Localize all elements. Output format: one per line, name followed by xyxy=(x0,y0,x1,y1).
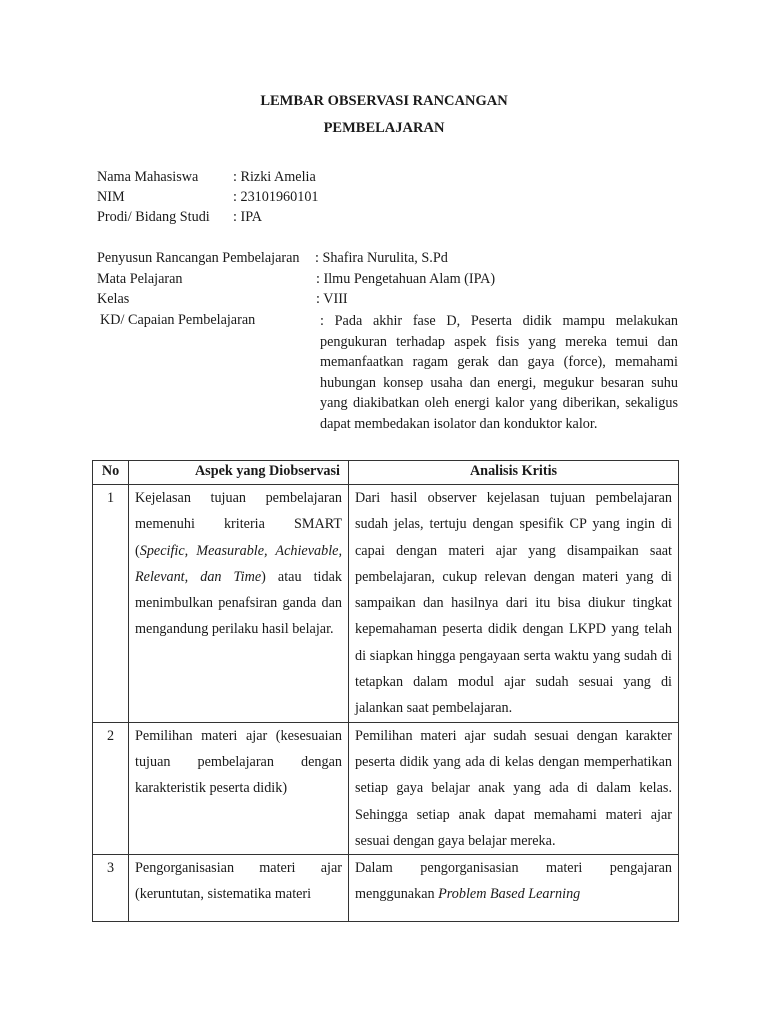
penyusun-value: : Shafira Nurulita, S.Pd xyxy=(315,250,448,266)
nim-value: : 23101960101 xyxy=(233,189,319,205)
table-row xyxy=(93,485,679,723)
kd-label: KD/ Capaian Pembelajaran xyxy=(100,312,256,328)
mapel-value: : Ilmu Pengetahuan Alam (IPA) xyxy=(316,271,496,287)
analisis-cell: Pemilihan materi ajar sudah sesuai dengan karakter peserta didik yang ada di kelas dengan memperhatikan setiap gaya belajar anak yang ada di dalam kelas. Sehingga setiap anak dapat memahami materi ajar sesuai dengan gaya belajar mereka. xyxy=(349,722,679,854)
observation-table xyxy=(92,460,679,922)
aspek-cell: Pemilihan materi ajar (kesesuaian tujuan pembelajaran dengan karakteristik peserta didik) xyxy=(129,722,349,854)
table-row xyxy=(93,855,679,922)
header-aspek: Aspek yang Diobservasi xyxy=(129,461,349,485)
analisis-cell: Dari hasil observer kejelasan tujuan pembelajaran sudah jelas, tertuju dengan spesifik CP yang ingin di capai dengan materi ajar yang disampaikan saat pembelajaran, cukup relevan dengan materi yang di sampaikan dan hasilnya dari itu bisa diukur tingkat kepemahaman peserta didik dengan LKPD yang telah di siapkan hingga pengayaan serta waktu yang sudah di tetapkan dalam modul ajar sudah sesuai yang di jalankan saat pembelajaran. xyxy=(349,485,679,723)
kelas-value: : VIII xyxy=(316,291,348,307)
aspek-text-end: ) atau tidak menimbulkan penafsiran ganda dan mengandung perilaku hasil belajar. xyxy=(135,568,342,638)
table-row xyxy=(93,722,679,854)
aspek-cell xyxy=(129,855,349,922)
table-header-row xyxy=(93,461,679,485)
penyusun-label: Penyusun Rancangan Pembelajaran xyxy=(97,250,300,266)
nama-value: : Rizki Amelia xyxy=(233,169,316,185)
nim-label: NIM xyxy=(97,189,125,205)
mapel-label: Mata Pelajaran xyxy=(97,271,183,287)
row-number: 2 xyxy=(93,722,129,854)
document-title-line1: LEMBAR OBSERVASI RANCANGAN xyxy=(260,93,508,109)
aspek-text: Kejelasan tujuan pembelajaran memenuhi kriteria SMART ( xyxy=(135,490,342,559)
prodi-value: : IPA xyxy=(233,209,263,225)
nama-label: Nama Mahasiswa xyxy=(97,169,199,185)
document-title-line2: PEMBELAJARAN xyxy=(323,120,445,136)
row-number: 3 xyxy=(93,855,129,922)
kd-value: : Pada akhir fase D, Peserta didik mampu melakukan pengukuran terhadap aspek fisis yang mereka temui dan memanfaatkan ragam gerak dan gaya (force), memahami hubungan konsep usaha dan energi, megukur besaran suhu yang diakibatkan oleh energi kalor yang diberikan, sekaligus dapat membedakan isolator dan konduktor kalor. xyxy=(320,313,678,432)
analisis-text-start: Dalam pengorganisasian materi pengajaran menggunakan xyxy=(355,860,672,903)
header-analisis: Analisis Kritis xyxy=(349,461,679,485)
kelas-label: Kelas xyxy=(97,291,130,307)
prodi-label: Prodi/ Bidang Studi xyxy=(97,209,210,225)
analisis-text xyxy=(355,855,672,921)
analisis-italic-text: Problem Based Learning xyxy=(438,886,581,903)
analisis-cell xyxy=(349,855,679,922)
aspek-italic-text: Specific, Measurable, Achievable, Relevant, dan Time xyxy=(135,542,342,585)
aspek-text: Pengorganisasian materi ajar (keruntutan, sistematika materi xyxy=(135,860,342,903)
row-number: 1 xyxy=(93,485,129,723)
aspek-cell xyxy=(129,485,349,723)
header-no: No xyxy=(93,461,129,485)
